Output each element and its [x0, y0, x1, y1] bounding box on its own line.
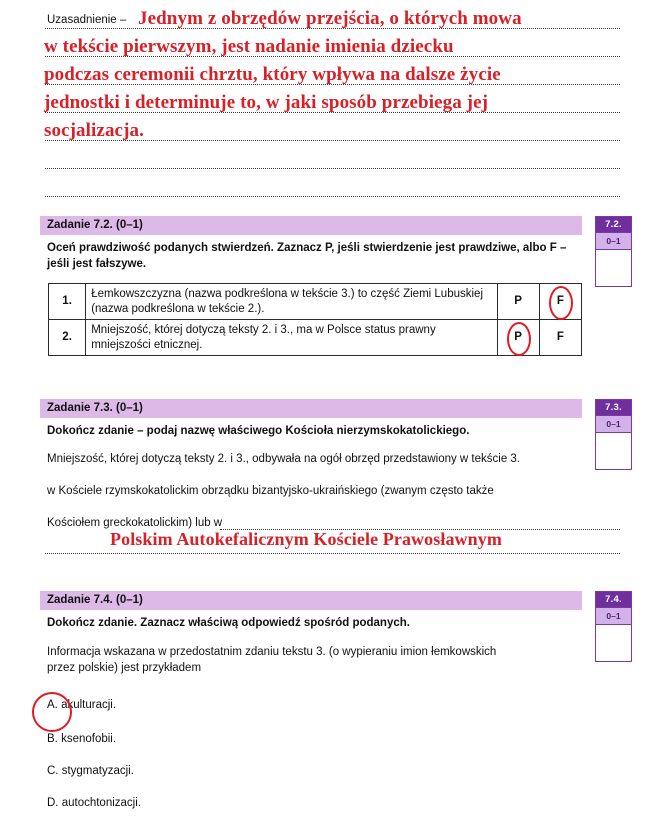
- score-box-7-4-award[interactable]: [596, 624, 631, 661]
- task-7-2-header: Zadanie 7.2. (0–1): [40, 216, 582, 235]
- option-a-letter: A.: [47, 699, 58, 711]
- task-7-3-answer-line-2[interactable]: [45, 553, 620, 554]
- row-2-option-false-label: F: [556, 331, 564, 344]
- option-d-text: autochtonizacji.: [61, 797, 141, 809]
- task-7-4-body-line-1: Informacja wskazana w przedostatnim zdaniu tekstu 3. (o wypieraniu imion łemkowskich: [47, 646, 497, 658]
- score-box-7-4: [595, 591, 632, 662]
- task-7-2-true-false-table: [48, 283, 582, 356]
- task-7-3-body-line-3: Kościołem greckokatolickim) lub w: [47, 517, 223, 529]
- handwritten-justification-line-4: jednostki i determinuje to, w jaki sposób przebiega jej: [44, 92, 489, 113]
- option-c[interactable]: [47, 765, 134, 777]
- task-7-3: [40, 399, 582, 440]
- score-box-7-3: [595, 399, 632, 470]
- score-box-7-3-award[interactable]: [596, 432, 631, 469]
- option-c-text: stygmatyzacji.: [61, 765, 134, 777]
- score-box-7-2-number: 7.2.: [596, 217, 631, 232]
- row-1-index: 1.: [49, 284, 86, 320]
- option-b-letter: B.: [47, 733, 58, 745]
- task-7-3-instruction: Dokończ zdanie – podaj nazwę właściwego Kościoła nierzymskokatolickiego.: [47, 425, 470, 437]
- answer-line-7[interactable]: [45, 196, 620, 197]
- score-box-7-2-range: 0–1: [596, 232, 631, 249]
- score-box-7-3-number: 7.3.: [596, 400, 631, 415]
- score-box-7-4-range: 0–1: [596, 607, 631, 624]
- row-2-option-false[interactable]: [539, 320, 581, 356]
- task-7-3-body-line-1: Mniejszość, której dotyczą teksty 2. i 3., odbywała na ogół obrzęd przedstawiony w tekście 3.: [47, 453, 521, 465]
- answer-line-6[interactable]: [45, 168, 620, 169]
- handwritten-task-7-3-answer: Polskim Autokefalicznym Kościele Prawosławnym: [110, 529, 502, 549]
- row-1-statement: Łemkowszczyzna (nazwa podkreślona w tekście 3.) to część Ziemi Lubuskiej (nazwa podkreślona w tekście 2.).: [86, 284, 497, 320]
- option-d-letter: D.: [47, 797, 59, 809]
- table-row: [49, 284, 582, 320]
- task-7-2-instruction: Oceń prawdziwość podanych stwierdzeń. Zaznacz P, jeśli stwierdzenie jest prawdziwe, albo F – jeśli jest fałszywe.: [47, 242, 567, 270]
- handwritten-justification-line-2: w tekście pierwszym, jest nadanie imienia dziecku: [44, 36, 454, 57]
- score-box-7-4-number: 7.4.: [596, 592, 631, 607]
- score-box-7-2-award[interactable]: [596, 249, 631, 286]
- option-b[interactable]: [47, 733, 116, 745]
- row-2-option-true-label: P: [514, 331, 522, 344]
- option-a-text: akulturacji.: [61, 699, 117, 711]
- row-2-index: 2.: [49, 320, 86, 356]
- option-b-text: ksenofobii.: [61, 733, 117, 745]
- option-c-letter: C.: [47, 765, 59, 777]
- row-2-option-true[interactable]: [497, 320, 539, 356]
- task-7-4-header: Zadanie 7.4. (0–1): [40, 591, 582, 610]
- task-7-2: [40, 216, 582, 272]
- row-2-statement: Mniejszość, której dotyczą teksty 2. i 3., ma w Polsce status prawny mniejszości etnicznej.: [86, 320, 497, 356]
- score-box-7-2: [595, 216, 632, 287]
- row-1-option-true-label: P: [514, 295, 522, 308]
- handwritten-justification-line-3: podczas ceremonii chrztu, który wpływa na dalsze życie: [44, 64, 501, 85]
- task-7-4-body-line-2: przez polskie) jest przykładem: [47, 662, 202, 674]
- row-1-option-true[interactable]: [497, 284, 539, 320]
- selection-circle-icon: [32, 692, 72, 732]
- justification-label: Uzasadnienie –: [47, 14, 127, 26]
- row-1-option-false[interactable]: [539, 284, 581, 320]
- option-a[interactable]: [47, 699, 116, 711]
- row-1-option-false-label: F: [556, 295, 564, 308]
- table-row: [49, 320, 582, 356]
- task-7-4-instruction: Dokończ zdanie. Zaznacz właściwą odpowiedź spośród podanych.: [47, 617, 410, 629]
- task-7-4: [40, 591, 582, 632]
- handwritten-justification-line-5: socjalizacja.: [44, 120, 144, 141]
- task-7-3-header: Zadanie 7.3. (0–1): [40, 399, 582, 418]
- score-box-7-3-range: 0–1: [596, 415, 631, 432]
- option-d[interactable]: [47, 797, 141, 809]
- handwritten-justification-line-1: Jednym z obrzędów przejścia, o których mowa: [138, 8, 522, 29]
- task-7-3-body-line-2: w Kościele rzymskokatolickim obrządku bizantyjsko-ukraińskiego (zwanym często także: [47, 485, 494, 497]
